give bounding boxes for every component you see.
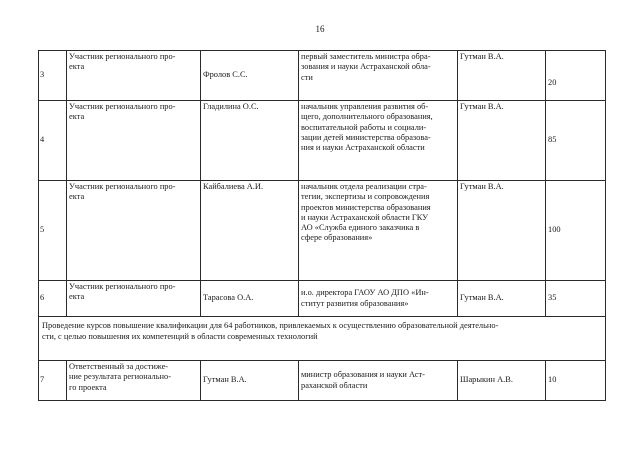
position-text: первый заместитель министра обра- зования и науки Астраханской обла- сти bbox=[301, 52, 431, 82]
involvement-value: 10 bbox=[546, 361, 606, 401]
role-cell bbox=[67, 181, 201, 281]
supervisor: Гутман В.А. bbox=[458, 51, 546, 101]
person-name: Гладилина О.С. bbox=[201, 101, 299, 181]
supervisor: Гутман В.А. bbox=[458, 101, 546, 181]
role-text: Ответственный за достиже- ние результата регионально- го проекта bbox=[69, 362, 171, 392]
table-row bbox=[39, 181, 606, 281]
role-cell bbox=[67, 281, 201, 317]
row-number: 3 bbox=[39, 51, 67, 101]
role-text: Участник регионального про- екта bbox=[69, 52, 176, 72]
position-cell bbox=[299, 51, 458, 101]
row-number: 5 bbox=[39, 181, 67, 281]
table-row bbox=[39, 361, 606, 401]
person-name: Кайбалиева А.И. bbox=[201, 181, 299, 281]
position-cell bbox=[299, 281, 458, 317]
position-text: министр образования и науки Аст- раханской области bbox=[301, 370, 425, 390]
supervisor: Шарыкин А.В. bbox=[458, 361, 546, 401]
supervisor: Гутман В.А. bbox=[458, 281, 546, 317]
involvement-value: 35 bbox=[546, 281, 606, 317]
position-text: начальник отдела реализации стра- тегии, экспертизы и сопровождения проектов министерства образования и науки Астраханской области ГКУ АО «Служба единого заказчика в сфере образования» bbox=[301, 182, 431, 243]
position-text: и.о. директора ГАОУ АО ДПО «Ин- ститут развития образования» bbox=[301, 288, 429, 308]
involvement-value: 85 bbox=[546, 101, 606, 181]
involvement-value: 20 bbox=[546, 51, 606, 101]
section-text: Проведение курсов повышение квалификации для 64 работников, привлекаемых к осуществлению образовательной деятельно- сти, с целью повышения их компетенций в области современных технологий bbox=[42, 321, 499, 342]
role-cell bbox=[67, 51, 201, 101]
participants-table bbox=[38, 50, 606, 401]
row-number: 4 bbox=[39, 101, 67, 181]
person-name: Гутман В.А. bbox=[201, 361, 299, 401]
person-name: Фролов С.С. bbox=[201, 51, 299, 101]
table-row bbox=[39, 101, 606, 181]
supervisor: Гутман В.А. bbox=[458, 181, 546, 281]
table-row bbox=[39, 281, 606, 317]
position-cell bbox=[299, 181, 458, 281]
row-number: 6 bbox=[39, 281, 67, 317]
role-cell bbox=[67, 101, 201, 181]
role-cell bbox=[67, 361, 201, 401]
role-text: Участник регионального про- екта bbox=[69, 102, 176, 122]
table-row bbox=[39, 51, 606, 101]
involvement-value: 100 bbox=[546, 181, 606, 281]
position-text: начальник управления развития об- щего, дополнительного образования, воспитательной работы и социали- зации детей министерства образова- ния и науки Астраханской области bbox=[301, 102, 433, 152]
role-text: Участник регионального про- екта bbox=[69, 282, 176, 302]
position-cell bbox=[299, 101, 458, 181]
section-row bbox=[39, 317, 606, 361]
role-text: Участник регионального про- екта bbox=[69, 182, 176, 202]
position-cell bbox=[299, 361, 458, 401]
row-number: 7 bbox=[39, 361, 67, 401]
page-number: 16 bbox=[315, 24, 325, 34]
section-cell bbox=[39, 317, 606, 361]
person-name: Тарасова О.А. bbox=[201, 281, 299, 317]
